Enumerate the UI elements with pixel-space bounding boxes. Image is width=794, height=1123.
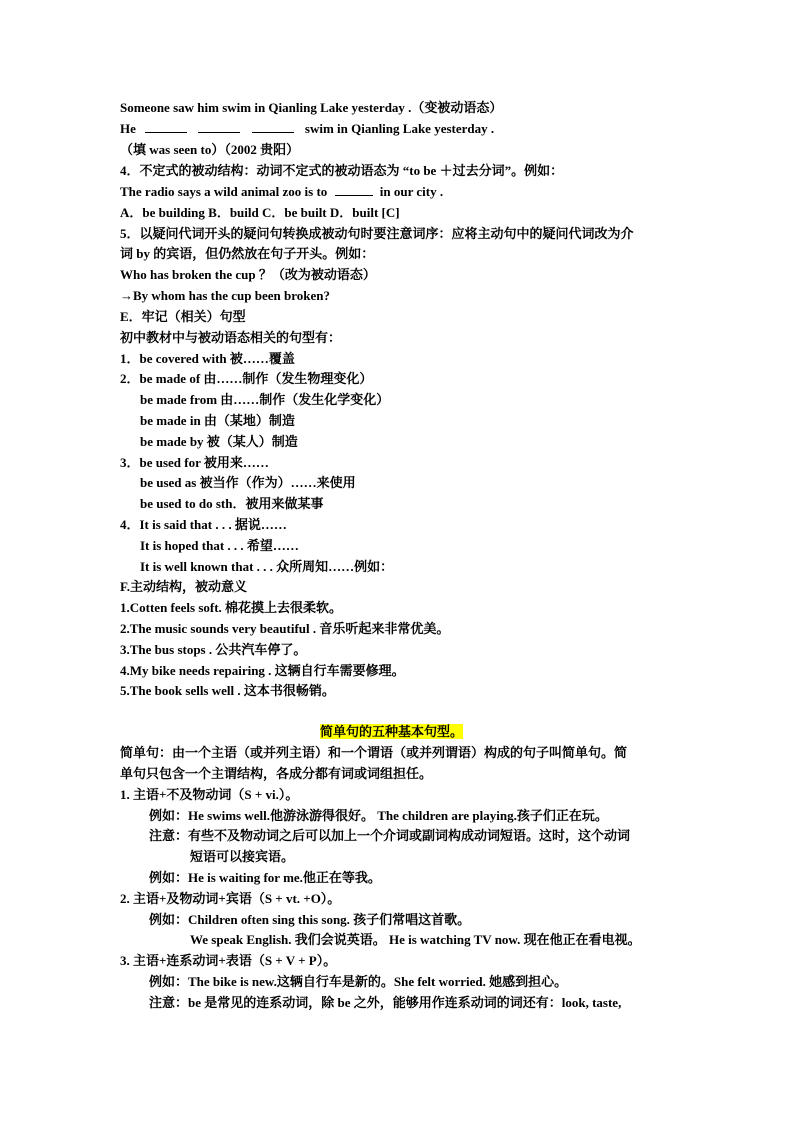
pattern-2-heading: 2. 主语+及物动词+宾语（S + vt. +O）。	[120, 891, 341, 906]
answer-blank[interactable]	[198, 120, 240, 133]
section-e-intro: 初中教材中与被动语态相关的句型有：	[120, 330, 342, 345]
active-passive-example: 4.My bike needs repairing . 这辆自行车需要修理。	[120, 663, 405, 678]
pattern-item: be made by 被（某人）制造	[140, 434, 298, 449]
section-f-heading: F.主动结构，被动意义	[120, 579, 247, 594]
definition-paragraph: 单句只包含一个主谓结构，各成分都有词或词组担任。	[120, 766, 433, 781]
active-passive-example: 2.The music sounds very beautiful . 音乐听起来非常优美。	[120, 621, 450, 636]
active-passive-example: 1.Cotten feels soft. 棉花摸上去很柔软。	[120, 600, 343, 615]
pattern-item: be used as 被当作（作为）……来使用	[140, 475, 356, 490]
rule-5-question-passive: 5．以疑问代词开头的疑问句转换成被动句时要注意词序：应将主动句中的疑问代词改为介	[120, 226, 634, 241]
pattern-item: 4．It is said that . . . 据说……	[120, 517, 287, 532]
active-passive-example: 3.The bus stops . 公共汽车停了。	[120, 642, 307, 657]
pattern-1-note: 注意：有些不及物动词之后可以加上一个介词或副词构成动词短语。这时，这个动词	[149, 828, 631, 843]
answer-note: （填 was seen to）（2002 贵阳）	[120, 142, 300, 157]
question-suffix: in our city .	[379, 184, 444, 199]
answer-blank[interactable]	[145, 120, 187, 133]
pattern-item: 1．be covered with 被……覆盖	[120, 351, 295, 366]
section-heading	[320, 722, 463, 742]
pattern-1-example-2: 例如：He is waiting for me.他正在等我。	[149, 870, 381, 885]
pattern-3-heading: 3. 主语+连系动词+表语（S + V + P）。	[120, 953, 337, 968]
example-sentence: Who has broken the cup ？（改为被动语态）	[120, 267, 376, 282]
definition-paragraph: 简单句：由一个主语（或并列主语）和一个谓语（或并列谓语）构成的句子叫简单句。简	[120, 745, 628, 760]
pattern-item: be used to do sth．被用来做某事	[140, 496, 324, 511]
pattern-item: 3．be used for 被用来……	[120, 455, 269, 470]
pattern-2-example: 例如：Children often sing this song. 孩子们常唱这首歌。	[149, 912, 471, 927]
pattern-3-example: 例如：The bike is new.这辆自行车是新的。She felt worried. 她感到担心。	[149, 974, 568, 989]
section-e-heading: E．牢记（相关）句型	[120, 309, 246, 324]
active-passive-example: 5.The book sells well . 这本书很畅销。	[120, 683, 335, 698]
rule-5-continued: 词 by 的宾语，但仍然放在句子开头。例如：	[120, 246, 375, 261]
rule-4-infinitive-passive: 4．不定式的被动结构：动词不定式的被动语态为 “to be ＋过去分词”。例如：	[120, 163, 564, 178]
pattern-item: be made from 由……制作（发生化学变化）	[140, 392, 390, 407]
pattern-1-heading: 1. 主语+不及物动词（S + vi.）。	[120, 787, 299, 802]
highlighted-heading: 简单句的五种基本句型。	[320, 724, 464, 739]
pattern-1-example: 例如：He swims well.他游泳游得很好。 The children are playing.孩子们正在玩。	[149, 808, 608, 823]
example-answer: →By whom has the cup been broken?	[120, 288, 330, 303]
pattern-item: 2．be made of 由……制作（发生物理变化）	[120, 371, 373, 386]
example-question	[120, 182, 443, 202]
question-prefix: The radio says a wild animal zoo is to	[120, 184, 328, 199]
blank-line-suffix: swim in Qianling Lake yesterday .	[304, 121, 495, 136]
pattern-2-example-2: We speak English. 我们会说英语。 He is watching TV now. 现在他正在看电视。	[190, 932, 641, 947]
pattern-1-note-continued: 短语可以接宾语。	[190, 849, 295, 864]
answer-blank[interactable]	[252, 120, 294, 133]
pattern-item: It is hoped that . . . 希望……	[140, 538, 299, 553]
pattern-item: It is well known that . . . 众所周知……例如：	[140, 559, 394, 574]
blank-line-prefix: He	[120, 121, 136, 136]
fill-in-blank-line	[120, 119, 494, 139]
answer-blank[interactable]	[335, 183, 373, 196]
pattern-3-note: 注意：be 是常见的连系动词，除 be 之外，能够用作连系动词的词还有：look, taste,	[149, 995, 622, 1010]
answer-options: A．be building B．build C．be built D．built [C]	[120, 205, 400, 220]
passive-voice-exercise-sentence: Someone saw him swim in Qianling Lake yesterday .（变被动语态）	[120, 100, 503, 115]
pattern-item: be made in 由（某地）制造	[140, 413, 295, 428]
